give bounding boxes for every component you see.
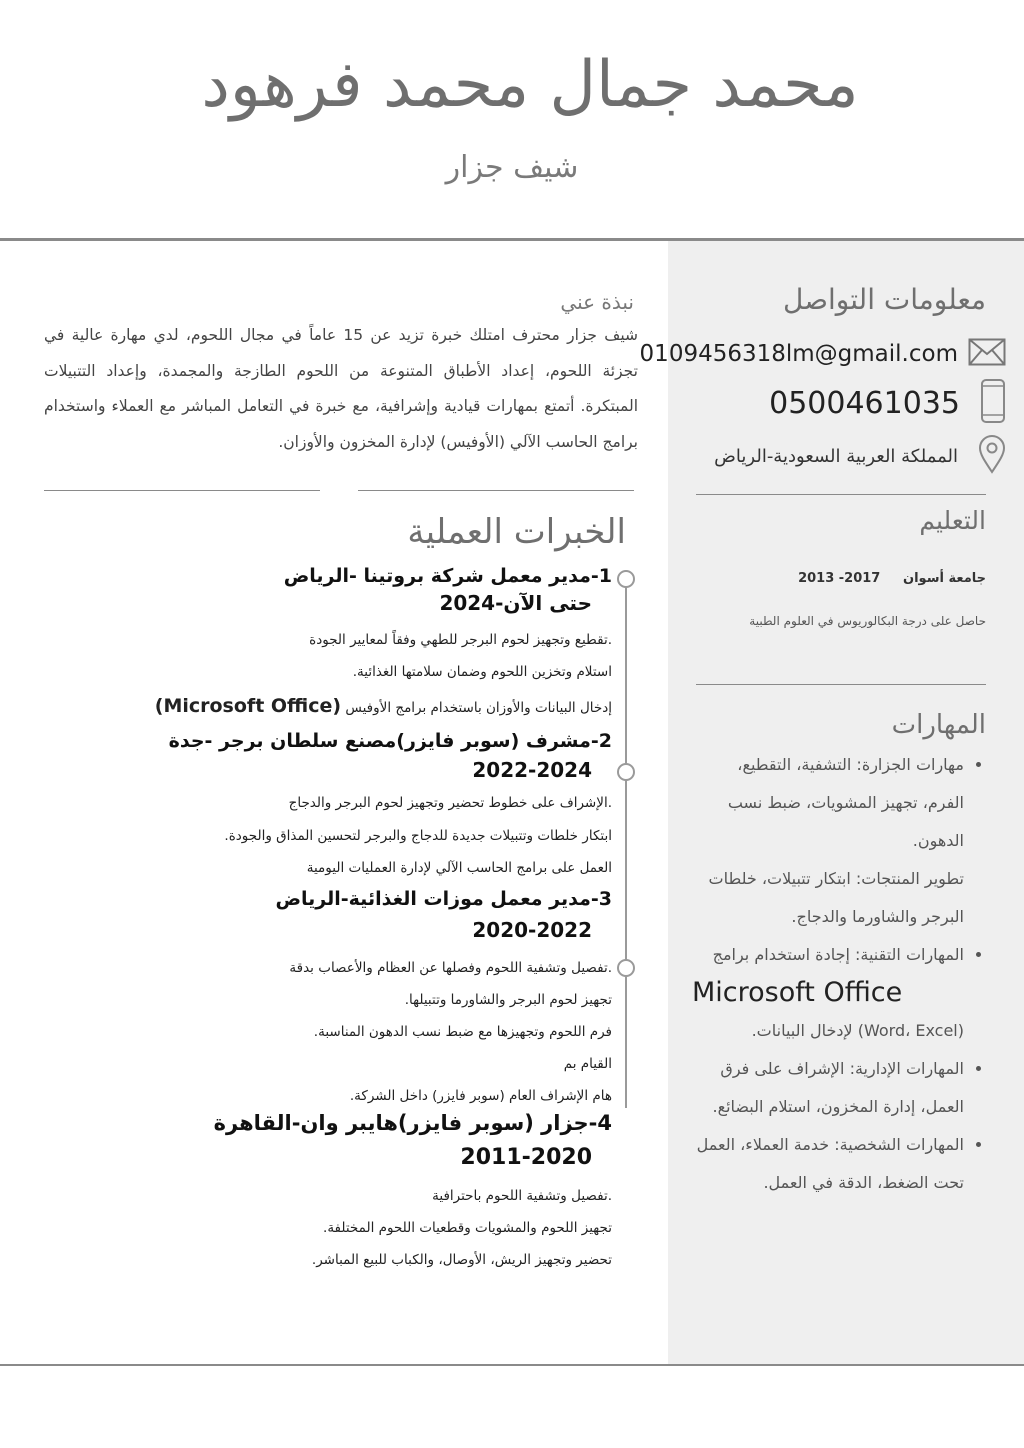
job-dates: 2011-2020 [460, 1145, 592, 1170]
education-university: جامعة أسوان [903, 571, 986, 586]
job-dates: 2020-2022 [472, 918, 592, 942]
contact-divider [696, 494, 986, 495]
contact-phone-row [769, 378, 1006, 428]
about-divider-right [358, 490, 634, 491]
skill-item: تطوير المنتجات: ابتكار تتبيلات، خلطات البرجر والشاورما والدجاج. [708, 869, 964, 926]
timeline-dot [617, 959, 635, 977]
skill-item: (Word، Excel) لإدخال البيانات. [751, 1021, 964, 1040]
education-heading: التعليم [919, 506, 986, 535]
about-heading: نبذة عني [560, 290, 634, 314]
contact-location: المملكة العربية السعودية-الرياض [714, 445, 958, 467]
skills-list [692, 746, 978, 1202]
job-bullet: .تفصيل وتشفية اللحوم باحترافية [432, 1188, 612, 1204]
skill-item: • المهارات التقنية: إجادة استخدام برامج [692, 936, 964, 974]
about-divider-left [44, 490, 320, 491]
skill-item: • المهارات الإدارية: الإشراف على فرق العمل، إدارة المخزون، استلام البضائع. [692, 1050, 964, 1126]
job-bullet: ابتكار خلطات وتتبيلات جديدة للدجاج والبرجر لتحسين المذاق والجودة. [224, 828, 612, 844]
education-divider [696, 684, 986, 685]
skill-item: • المهارات الشخصية: خدمة العملاء، العمل تحت الضغط، الدقة في العمل. [692, 1126, 964, 1202]
candidate-job-title: شيف جزار [445, 150, 579, 185]
job-bullet: إدخال البيانات والأوزان باستخدام برامج الأوفيس [345, 700, 612, 716]
education-years: 2013 -2017 [798, 571, 881, 586]
job-bullet: .تفصيل وتشفية اللحوم وفصلها عن العظام والأعصاب بدقة [289, 960, 612, 976]
job-bullet: تجهيز لحوم البرجر والشاورما وتتبيلها. [404, 992, 612, 1008]
job-dates: 2024-حتى الآن [439, 591, 592, 615]
job-bullet: هام الإشراف العام (سوبر فايزر) داخل الشركة. [349, 1088, 612, 1104]
skill-item: • مهارات الجزارة: التشفية، التقطيع، الفرم، تجهيز المشويات، ضبط نسب الدهون. [692, 746, 964, 860]
contact-phone[interactable]: 0500461035 [769, 385, 960, 421]
envelope-icon [968, 338, 1006, 370]
map-pin-icon [978, 434, 1006, 478]
experience-heading: الخبرات العملية [407, 512, 626, 552]
job-bullet-row [155, 695, 612, 717]
contact-email-row [640, 338, 1006, 370]
resume-header [0, 0, 1024, 240]
contact-location-row [714, 434, 1006, 478]
job-bullet: .الإشراف على خطوط تحضير وتجهيز لحوم البرجر والدجاج [288, 795, 612, 811]
timeline-dot [617, 570, 635, 588]
contact-heading: معلومات التواصل [782, 283, 986, 316]
job-bullet: تجهيز اللحوم والمشويات وقطعيات اللحوم المختلفة. [323, 1220, 612, 1236]
about-text: شيف جزار محترف امتلك خبرة تزيد عن 15 عاماً في مجال اللحوم، لدي مهارة عالية في تجزئة اللحوم، إعداد الأطباق المتنوعة من اللحوم الطازجة والمجمدة، وإعداد التتبيلات المبتكرة. أتمتع بمهارات قيادية وإشرافية، مع خبرة في التعامل المباشر مع العملاء واستخدام برامج الحاسب الآلي (الأوفيس) لإدارة المخزون والأوزان. [44, 326, 638, 451]
contact-email[interactable]: 0109456318lm@gmail.com [639, 341, 958, 367]
job-bullet: .تقطيع وتجهيز لحوم البرجر للطهي وفقاً لمعايير الجودة [309, 632, 612, 648]
job-title: 2-مشرف (سوبر فايزر)مصنع سلطان برجر -جدة [168, 730, 612, 752]
skills-heading: المهارات [891, 710, 986, 740]
job-bullet: استلام وتخزين اللحوم وضمان سلامتها الغذائية. [352, 664, 612, 680]
education-university-row [798, 571, 986, 586]
education-degree: حاصل على درجة البكالوريوس في العلوم الطبية [749, 614, 986, 628]
mobile-phone-icon [980, 378, 1006, 428]
job-bullet: العمل على برامج الحاسب الآلي لإدارة العمليات اليومية [306, 860, 612, 876]
job-title: 1-مدير معمل شركة بروتينا -الرياض [283, 565, 612, 587]
job-bullet: فرم اللحوم وتجهيزها مع ضبط نسب الدهون المناسبة. [313, 1024, 612, 1040]
skill-item-software: Microsoft Office [692, 977, 903, 1008]
job-bullet-software: (Microsoft Office) [154, 695, 342, 717]
job-dates: 2022-2024 [472, 758, 592, 782]
job-bullet: تحضير وتجهيز الريش، الأوصال، والكباب للبيع المباشر. [311, 1252, 612, 1268]
footer-divider [0, 1364, 1024, 1366]
job-title: 4-جزار (سوبر فايزر)هايبر وان-القاهرة [213, 1111, 612, 1135]
timeline-dot [617, 763, 635, 781]
timeline-line [625, 578, 627, 1108]
job-bullet: القيام بم [563, 1056, 612, 1072]
job-title: 3-مدير معمل موزات الغذائية-الرياض [275, 888, 612, 910]
candidate-name: محمد جمال محمد فرهود [201, 48, 859, 122]
